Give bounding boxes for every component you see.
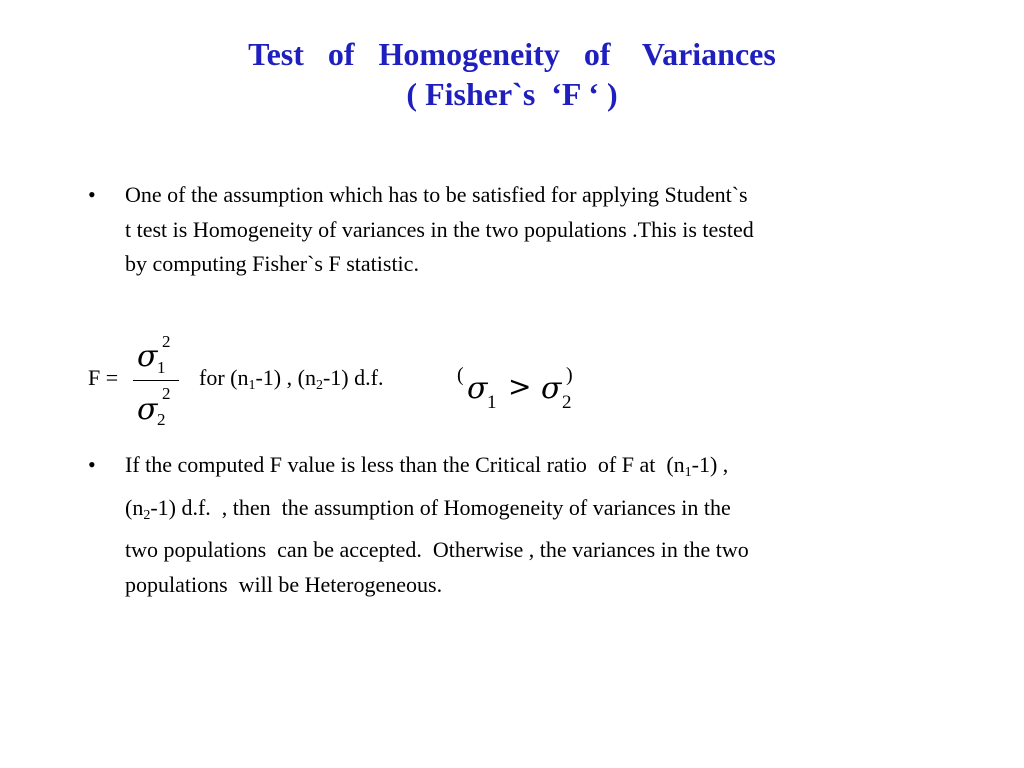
degrees-of-freedom-text — [199, 365, 383, 394]
numerator-superscript: 2 — [162, 332, 171, 351]
numerator-subscript: 1 — [157, 358, 166, 377]
numerator-sigma: σ — [137, 339, 158, 374]
bullet-2-line-2-b: -1) d.f. , then the assumption of Homogeneity of variances in the — [150, 494, 731, 520]
bullet-item-assumption — [88, 178, 948, 282]
df-for: for (n — [199, 365, 249, 390]
bullet-2-line-2-a: (n — [125, 494, 144, 520]
slide-title — [0, 34, 1024, 114]
condition-subscript-1: 1 — [487, 392, 497, 413]
df-middle: -1) , (n — [255, 365, 316, 390]
bullet-dot: • — [88, 452, 96, 477]
bullet-dot: • — [88, 182, 96, 207]
condition-greater-than: > — [508, 370, 532, 403]
condition-sigma-2: σ — [541, 371, 562, 406]
bullet-2-line-1-a: If the computed F value is less than the Critical ratio of F at (n — [125, 452, 685, 477]
f-statistic-formula — [0, 326, 1024, 436]
bullet-2-line-3: two populations can be accepted. Otherwise , the variances in the two — [125, 537, 749, 562]
denominator-subscript: 2 — [157, 410, 166, 429]
bullet-1-line-2: t test is Homogeneity of variances in the two populations .This is tested — [125, 216, 754, 242]
fraction-bar — [133, 380, 179, 381]
denominator-superscript: 2 — [162, 384, 171, 403]
bullet-2-line-1 — [125, 448, 948, 491]
bullet-2-line-2-sub: 2 — [143, 507, 151, 523]
condition-sigma-1: σ — [467, 371, 488, 406]
bullet-item-decision — [88, 448, 948, 602]
bullet-2-line-1-b: -1) , — [691, 452, 729, 477]
denominator-sigma: σ — [137, 392, 158, 427]
bullet-2-line-2 — [125, 491, 948, 534]
condition-subscript-2: 2 — [562, 392, 572, 413]
bullet-1-line-1: One of the assumption which has to be satisfied for applying Student`s — [125, 182, 748, 207]
title-line-2: ( Fisher`s ‘F ‘ ) — [406, 76, 618, 112]
df-subscript-1: 1 — [248, 378, 256, 393]
df-end: -1) d.f. — [322, 365, 384, 390]
title-line-1: Test of Homogeneity of Variances — [248, 36, 776, 72]
bullet-2-line-1-sub: 1 — [684, 465, 692, 480]
condition-close-paren: ) — [566, 364, 573, 386]
condition-open-paren: ( — [457, 364, 464, 386]
bullet-2-line-4: populations will be Heterogeneous. — [125, 571, 443, 597]
formula-lhs: F = — [88, 365, 119, 390]
df-subscript-2: 2 — [315, 378, 323, 393]
bullet-1-line-3: by computing Fisher`s F statistic. — [125, 251, 419, 276]
